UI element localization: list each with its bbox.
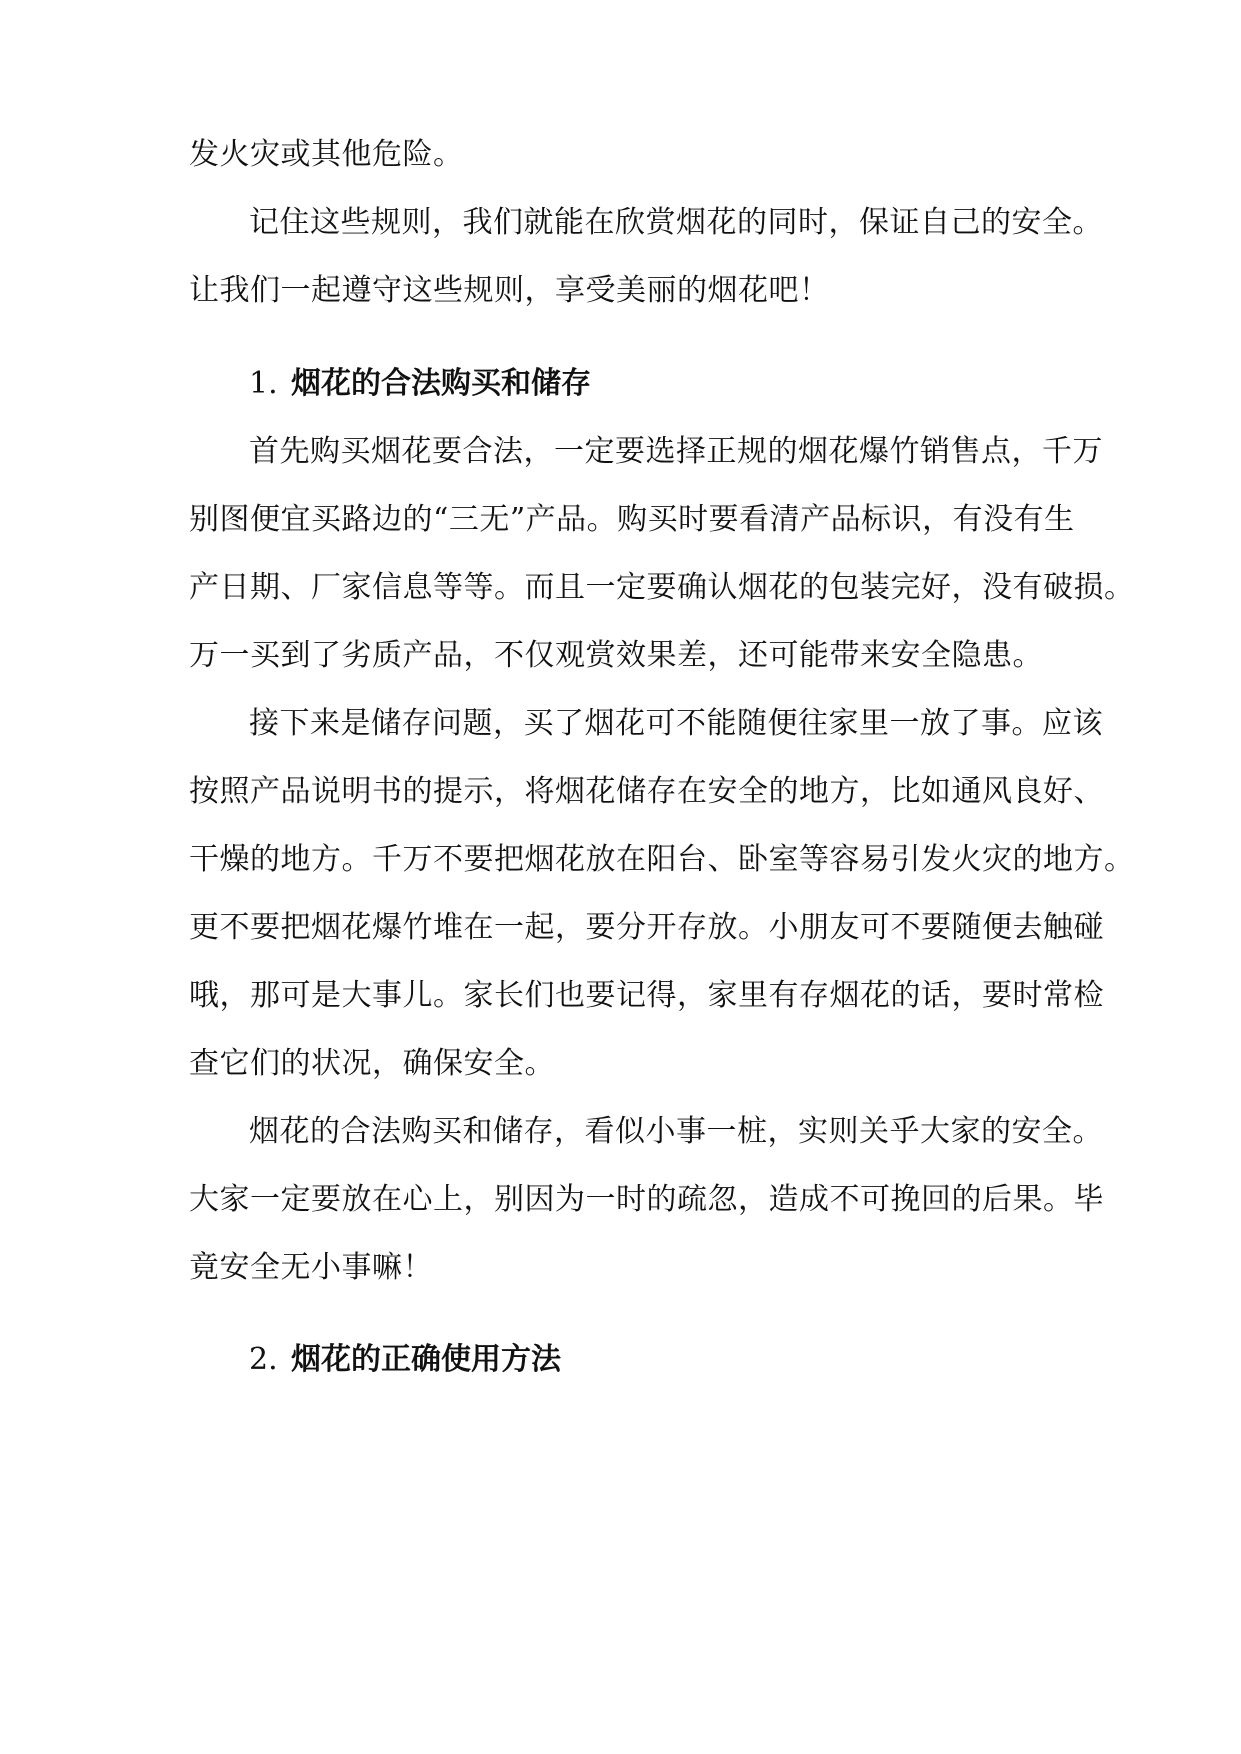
paragraph-line: 竟安全无小事嘛！ [189,1250,433,1285]
paragraph-line: 记住这些规则，我们就能在欣赏烟花的同时，保证自己的安全。 [249,205,1103,240]
paragraph-line: 让我们一起遵守这些规则，享受美丽的烟花吧！ [189,273,830,308]
paragraph-line: 接下来是储存问题，买了烟花可不能随便往家里一放了事。应该 [249,706,1103,741]
paragraph-line: 更不要把烟花爆竹堆在一起，要分开存放。小朋友可不要随便去触碰 [189,910,1104,945]
section-number: 1. [249,366,278,401]
paragraph-line: 产日期、厂家信息等等。而且一定要确认烟花的包装完好，没有破损。 [189,570,1135,605]
section-number: 2. [249,1342,278,1377]
section-title: 烟花的正确使用方法 [291,1342,561,1377]
paragraph-line: 按照产品说明书的提示，将烟花储存在安全的地方，比如通风良好、 [189,774,1104,809]
paragraph-line: 哦，那可是大事儿。家长们也要记得，家里有存烟花的话，要时常检 [189,978,1104,1013]
section-heading-2 [249,1338,561,1382]
paragraph-line: 发火灾或其他危险。 [189,137,464,172]
paragraph-line: 首先购买烟花要合法，一定要选择正规的烟花爆竹销售点，千万 [249,434,1103,469]
paragraph-line: 万一买到了劣质产品，不仅观赏效果差，还可能带来安全隐患。 [189,638,1043,673]
paragraph-line: 查它们的状况，确保安全。 [189,1046,555,1081]
paragraph-line: 别图便宜买路边的“三无”产品。购买时要看清产品标识，有没有生 [189,502,1075,537]
section-title: 烟花的合法购买和储存 [291,366,591,401]
paragraph-line: 烟花的合法购买和储存，看似小事一桩，实则关乎大家的安全。 [249,1114,1103,1149]
paragraph-line: 大家一定要放在心上，别因为一时的疏忽，造成不可挽回的后果。毕 [189,1182,1104,1217]
paragraph-line: 干燥的地方。千万不要把烟花放在阳台、卧室等容易引发火灾的地方。 [189,842,1135,877]
section-heading-1 [249,362,591,406]
